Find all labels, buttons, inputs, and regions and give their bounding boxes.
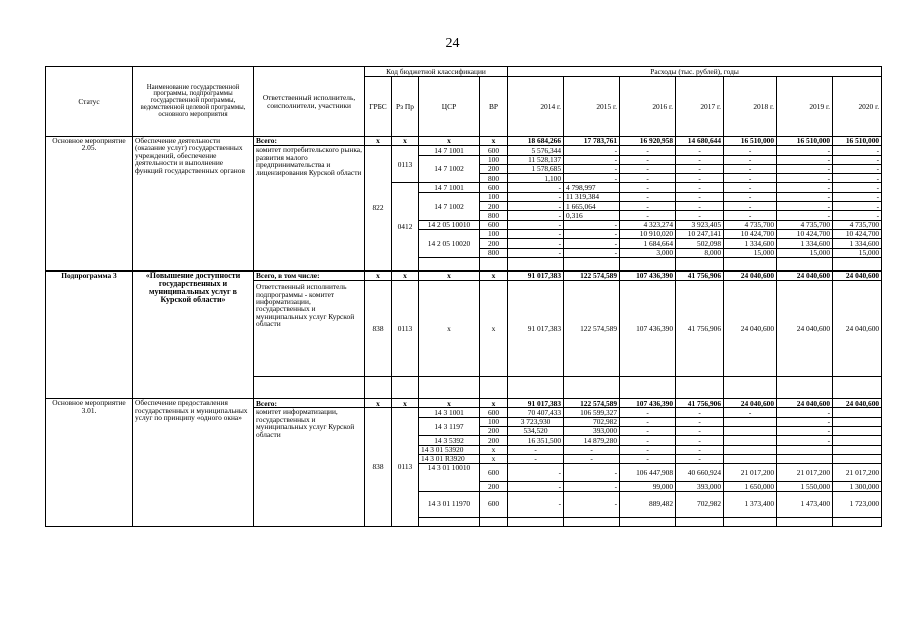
value-cell: - bbox=[564, 454, 620, 463]
value-cell: 21 017,200 bbox=[724, 464, 777, 482]
value-cell: 4 323,274 bbox=[620, 220, 676, 229]
header-rzpr: Рз Пр bbox=[392, 77, 419, 137]
vr-cell: x bbox=[480, 445, 508, 454]
vr-cell: 600 bbox=[480, 146, 508, 155]
value-cell: - bbox=[620, 417, 676, 426]
status-cell: Подпрограмма 3 bbox=[46, 271, 133, 399]
value-cell: - bbox=[508, 464, 564, 482]
value-cell: - bbox=[620, 427, 676, 436]
value-cell: - bbox=[676, 454, 724, 463]
total-value: 122 574,589 bbox=[564, 399, 620, 408]
value-cell: - bbox=[564, 482, 620, 491]
total-grbs: x bbox=[365, 399, 392, 408]
total-csr: x bbox=[419, 271, 480, 281]
value-cell: - bbox=[724, 202, 777, 211]
status-cell: Основное мероприятие 2.05. bbox=[46, 137, 133, 271]
value-cell: - bbox=[777, 436, 833, 445]
value-cell: 5 576,344 bbox=[508, 146, 564, 155]
csr-cell: 14 2 05 10010 bbox=[419, 220, 480, 229]
total-value: 24 040,600 bbox=[724, 271, 777, 281]
value-cell: 0,316 bbox=[564, 211, 620, 220]
value-cell: - bbox=[676, 211, 724, 220]
value-cell: - bbox=[777, 174, 833, 183]
value-cell: 107 436,390 bbox=[620, 281, 676, 377]
rzpr-cell: 0113 bbox=[392, 408, 419, 526]
header-vr: ВР bbox=[480, 77, 508, 137]
vr-cell: 800 bbox=[480, 174, 508, 183]
header-year: 2017 г. bbox=[676, 77, 724, 137]
value-cell: 15,000 bbox=[724, 248, 777, 257]
total-value: 16 920,958 bbox=[620, 137, 676, 146]
value-cell bbox=[724, 454, 777, 463]
total-value: 24 040,600 bbox=[777, 271, 833, 281]
header-csr: ЦСР bbox=[419, 77, 480, 137]
value-cell: 1,100 bbox=[508, 174, 564, 183]
value-cell: - bbox=[508, 239, 564, 248]
executor-cell: комитет потребительского рынка, развития малого предпринимательства и лицензирования Курской области bbox=[254, 146, 365, 271]
value-cell: 16 351,500 bbox=[508, 436, 564, 445]
value-cell: - bbox=[508, 491, 564, 517]
value-cell: - bbox=[564, 146, 620, 155]
vr-cell: 600 bbox=[480, 183, 508, 192]
rzpr-cell: 0113 bbox=[392, 281, 419, 377]
value-cell: - bbox=[777, 146, 833, 155]
value-cell: - bbox=[777, 202, 833, 211]
value-cell: - bbox=[676, 155, 724, 164]
value-cell: - bbox=[508, 192, 564, 201]
value-cell: 24 040,600 bbox=[724, 281, 777, 377]
value-cell: 122 574,589 bbox=[564, 281, 620, 377]
value-cell: 1 550,000 bbox=[777, 482, 833, 491]
value-cell: - bbox=[676, 183, 724, 192]
value-cell: 11 528,137 bbox=[508, 155, 564, 164]
value-cell: - bbox=[620, 146, 676, 155]
value-cell: - bbox=[777, 408, 833, 417]
value-cell: 24 040,600 bbox=[833, 281, 882, 377]
value-cell: 502,098 bbox=[676, 239, 724, 248]
value-cell: - bbox=[724, 155, 777, 164]
budget-table bbox=[45, 66, 882, 527]
value-cell: - bbox=[676, 445, 724, 454]
value-cell: - bbox=[508, 220, 564, 229]
value-cell: - bbox=[620, 174, 676, 183]
value-cell: 11 319,384 bbox=[564, 192, 620, 201]
value-cell: 15,000 bbox=[833, 248, 882, 257]
value-cell: - bbox=[564, 155, 620, 164]
value-cell: - bbox=[508, 211, 564, 220]
csr-cell: x bbox=[419, 281, 480, 377]
value-cell: 4 735,700 bbox=[833, 220, 882, 229]
value-cell: - bbox=[777, 183, 833, 192]
total-value: 91 017,383 bbox=[508, 271, 564, 281]
value-cell: - bbox=[620, 155, 676, 164]
value-cell: - bbox=[620, 436, 676, 445]
value-cell bbox=[724, 417, 777, 426]
value-cell: 1 334,600 bbox=[724, 239, 777, 248]
value-cell: - bbox=[564, 491, 620, 517]
csr-cell: 14 7 1001 bbox=[419, 183, 480, 192]
value-cell: 99,000 bbox=[620, 482, 676, 491]
value-cell: 4 735,700 bbox=[724, 220, 777, 229]
header-code-group: Код бюджетной классификации bbox=[365, 67, 508, 77]
value-cell: 3 723,930 bbox=[508, 417, 564, 426]
value-cell: - bbox=[508, 202, 564, 211]
value-cell: 1 300,000 bbox=[833, 482, 882, 491]
value-cell: - bbox=[724, 183, 777, 192]
value-cell: 70 407,433 bbox=[508, 408, 564, 417]
value-cell: 8,000 bbox=[676, 248, 724, 257]
vr-cell: 100 bbox=[480, 417, 508, 426]
value-cell: - bbox=[508, 445, 564, 454]
vr-cell: x bbox=[480, 281, 508, 377]
total-vr: x bbox=[480, 271, 508, 281]
value-cell: 889,482 bbox=[620, 491, 676, 517]
value-cell: - bbox=[508, 454, 564, 463]
executor-cell: комитет информатизации, государственных и муниципальных услуг Курской области bbox=[254, 408, 365, 526]
value-cell: 91 017,383 bbox=[508, 281, 564, 377]
vr-cell: 200 bbox=[480, 482, 508, 491]
csr-cell: 14 7 1001 bbox=[419, 146, 480, 155]
vr-cell: 100 bbox=[480, 192, 508, 201]
value-cell: 14 879,280 bbox=[564, 436, 620, 445]
total-value: 24 040,600 bbox=[833, 399, 882, 408]
total-rz: x bbox=[392, 137, 419, 146]
value-cell: - bbox=[833, 164, 882, 173]
total-value: 107 436,390 bbox=[620, 271, 676, 281]
rzpr-cell: 0412 bbox=[392, 183, 419, 271]
csr-cell: 14 3 1197 bbox=[419, 417, 480, 436]
value-cell: 21 017,200 bbox=[777, 464, 833, 482]
value-cell: - bbox=[508, 229, 564, 238]
value-cell: 1 473,400 bbox=[777, 491, 833, 517]
value-cell: - bbox=[564, 464, 620, 482]
value-cell: 24 040,600 bbox=[777, 281, 833, 377]
value-cell bbox=[777, 445, 833, 454]
vr-cell: 200 bbox=[480, 427, 508, 436]
value-cell: - bbox=[620, 408, 676, 417]
value-cell: 3 923,405 bbox=[676, 220, 724, 229]
vr-cell: 200 bbox=[480, 164, 508, 173]
value-cell: - bbox=[564, 248, 620, 257]
value-cell: - bbox=[777, 427, 833, 436]
value-cell: - bbox=[777, 164, 833, 173]
total-vr: x bbox=[480, 137, 508, 146]
value-cell bbox=[724, 427, 777, 436]
value-cell: - bbox=[676, 192, 724, 201]
total-value: 24 040,600 bbox=[833, 271, 882, 281]
value-cell: - bbox=[620, 454, 676, 463]
total-value: 122 574,589 bbox=[564, 271, 620, 281]
value-cell: - bbox=[724, 192, 777, 201]
value-cell: - bbox=[620, 164, 676, 173]
value-cell: 1 578,685 bbox=[508, 164, 564, 173]
vr-cell: 600 bbox=[480, 408, 508, 417]
value-cell: - bbox=[620, 211, 676, 220]
header-executor: Ответственный исполнитель, соисполнители, участники bbox=[254, 67, 365, 137]
header-name: Наименование государственной программы, подпрограммы государственной программы, ведомственной целевой программы, основного мероприятия bbox=[133, 67, 254, 137]
value-cell: - bbox=[620, 183, 676, 192]
csr-cell: 14 2 05 10020 bbox=[419, 229, 480, 257]
value-cell: - bbox=[833, 174, 882, 183]
table-row bbox=[46, 271, 882, 281]
name-cell: Обеспечение деятельности (оказание услуг) государственных учреждений, обеспечение деятельности и выполнение функций государственных органов bbox=[133, 137, 254, 271]
total-value: 91 017,383 bbox=[508, 399, 564, 408]
total-label: Всего: bbox=[254, 137, 365, 146]
value-cell: - bbox=[833, 155, 882, 164]
total-value: 18 684,266 bbox=[508, 137, 564, 146]
value-cell: - bbox=[833, 211, 882, 220]
vr-cell: 200 bbox=[480, 239, 508, 248]
value-cell: - bbox=[676, 417, 724, 426]
total-grbs: x bbox=[365, 271, 392, 281]
value-cell: - bbox=[620, 445, 676, 454]
vr-cell: 200 bbox=[480, 436, 508, 445]
total-value: 24 040,600 bbox=[724, 399, 777, 408]
csr-cell: 14 7 1002 bbox=[419, 192, 480, 220]
grbs-cell: 838 bbox=[365, 408, 392, 526]
total-vr: x bbox=[480, 399, 508, 408]
value-cell: - bbox=[564, 239, 620, 248]
header-year: 2016 г. bbox=[620, 77, 676, 137]
csr-cell: 14 3 01 11970 bbox=[419, 491, 480, 517]
value-cell bbox=[724, 436, 777, 445]
vr-cell: 600 bbox=[480, 491, 508, 517]
value-cell: - bbox=[833, 202, 882, 211]
table-row bbox=[46, 137, 882, 146]
value-cell: - bbox=[724, 211, 777, 220]
csr-cell: 14 3 5392 bbox=[419, 436, 480, 445]
vr-cell: x bbox=[480, 454, 508, 463]
value-cell: - bbox=[564, 164, 620, 173]
value-cell bbox=[833, 427, 882, 436]
value-cell: 702,982 bbox=[564, 417, 620, 426]
header-expenses-group: Расходы (тыс. рублей), годы bbox=[508, 67, 882, 77]
total-rz: x bbox=[392, 271, 419, 281]
value-cell bbox=[833, 408, 882, 417]
value-cell: - bbox=[724, 164, 777, 173]
value-cell: - bbox=[676, 174, 724, 183]
value-cell: - bbox=[777, 155, 833, 164]
csr-cell: 14 3 1001 bbox=[419, 408, 480, 417]
name-cell: Обеспечение предоставления государственных и муниципальных услуг по принципу «одного окна» bbox=[133, 399, 254, 527]
value-cell: 10 910,020 bbox=[620, 229, 676, 238]
value-cell bbox=[833, 445, 882, 454]
value-cell: 1 723,000 bbox=[833, 491, 882, 517]
total-value: 16 510,000 bbox=[833, 137, 882, 146]
value-cell: - bbox=[620, 202, 676, 211]
total-value: 16 510,000 bbox=[724, 137, 777, 146]
value-cell: - bbox=[833, 192, 882, 201]
value-cell: - bbox=[620, 192, 676, 201]
vr-cell: 800 bbox=[480, 248, 508, 257]
value-cell: 1 650,000 bbox=[724, 482, 777, 491]
rzpr-cell: 0113 bbox=[392, 146, 419, 183]
value-cell: 3,000 bbox=[620, 248, 676, 257]
total-value: 17 783,761 bbox=[564, 137, 620, 146]
value-cell: - bbox=[564, 220, 620, 229]
name-cell: «Повышение доступности государственных и муниципальных услуг в Курской области» bbox=[133, 271, 254, 399]
value-cell: 40 660,924 bbox=[676, 464, 724, 482]
value-cell: - bbox=[564, 445, 620, 454]
vr-cell: 600 bbox=[480, 220, 508, 229]
value-cell: 41 756,906 bbox=[676, 281, 724, 377]
total-rz: x bbox=[392, 399, 419, 408]
total-value: 41 756,906 bbox=[676, 271, 724, 281]
total-value: 16 510,000 bbox=[777, 137, 833, 146]
value-cell: - bbox=[676, 427, 724, 436]
value-cell: - bbox=[676, 408, 724, 417]
total-label: Всего: bbox=[254, 399, 365, 408]
status-cell: Основное мероприятие 3.01. bbox=[46, 399, 133, 527]
header-year: 2015 г. bbox=[564, 77, 620, 137]
table-row bbox=[46, 399, 882, 408]
value-cell bbox=[724, 445, 777, 454]
value-cell: - bbox=[833, 183, 882, 192]
value-cell bbox=[833, 436, 882, 445]
value-cell: - bbox=[676, 436, 724, 445]
value-cell: 10 247,141 bbox=[676, 229, 724, 238]
vr-cell: 200 bbox=[480, 202, 508, 211]
total-value: 107 436,390 bbox=[620, 399, 676, 408]
value-cell: - bbox=[777, 211, 833, 220]
value-cell: - bbox=[777, 192, 833, 201]
value-cell: - bbox=[676, 146, 724, 155]
value-cell: 15,000 bbox=[777, 248, 833, 257]
grbs-cell: 838 bbox=[365, 281, 392, 377]
total-value: 41 756,906 bbox=[676, 399, 724, 408]
header-year: 2020 г. bbox=[833, 77, 882, 137]
value-cell: - bbox=[564, 174, 620, 183]
total-csr: x bbox=[419, 399, 480, 408]
value-cell: 106 599,327 bbox=[564, 408, 620, 417]
value-cell bbox=[833, 454, 882, 463]
header-year: 2014 г. bbox=[508, 77, 564, 137]
value-cell: 393,000 bbox=[564, 427, 620, 436]
total-value: 24 040,600 bbox=[777, 399, 833, 408]
header-year: 2018 г. bbox=[724, 77, 777, 137]
value-cell: 10 424,700 bbox=[833, 229, 882, 238]
value-cell: - bbox=[724, 146, 777, 155]
value-cell: 1 373,400 bbox=[724, 491, 777, 517]
total-grbs: x bbox=[365, 137, 392, 146]
value-cell: - bbox=[508, 248, 564, 257]
page-number: 24 bbox=[445, 36, 460, 51]
value-cell bbox=[833, 417, 882, 426]
value-cell: 4 735,700 bbox=[777, 220, 833, 229]
value-cell: - bbox=[564, 229, 620, 238]
value-cell: 1 684,664 bbox=[620, 239, 676, 248]
value-cell bbox=[777, 454, 833, 463]
total-value: 14 680,644 bbox=[676, 137, 724, 146]
value-cell: 1 334,600 bbox=[777, 239, 833, 248]
value-cell: - bbox=[508, 482, 564, 491]
value-cell: - bbox=[724, 408, 777, 417]
header-year: 2019 г. bbox=[777, 77, 833, 137]
value-cell: 1 665,064 bbox=[564, 202, 620, 211]
total-label: Всего, в том числе: bbox=[254, 271, 365, 281]
value-cell: - bbox=[676, 202, 724, 211]
value-cell: 106 447,908 bbox=[620, 464, 676, 482]
value-cell: 10 424,700 bbox=[724, 229, 777, 238]
vr-cell: 100 bbox=[480, 155, 508, 164]
vr-cell: 800 bbox=[480, 211, 508, 220]
value-cell: - bbox=[508, 183, 564, 192]
executor-cell: Ответственный исполнитель подпрограммы - комитет информатизации, государственных и муниципальных услуг Курской области bbox=[254, 281, 365, 377]
value-cell: - bbox=[676, 164, 724, 173]
header-status: Статус bbox=[46, 67, 133, 137]
value-cell: 702,982 bbox=[676, 491, 724, 517]
csr-cell: 14 3 01 10010 bbox=[419, 464, 480, 491]
value-cell: 4 798,997 bbox=[564, 183, 620, 192]
vr-cell: 600 bbox=[480, 464, 508, 482]
value-cell: - bbox=[833, 146, 882, 155]
value-cell: 21 017,200 bbox=[833, 464, 882, 482]
value-cell: 534,520 bbox=[508, 427, 564, 436]
header-grbs: ГРБС bbox=[365, 77, 392, 137]
value-cell: - bbox=[724, 174, 777, 183]
value-cell: 393,000 bbox=[676, 482, 724, 491]
csr-cell: 14 7 1002 bbox=[419, 155, 480, 183]
grbs-cell: 822 bbox=[365, 146, 392, 271]
value-cell: 10 424,700 bbox=[777, 229, 833, 238]
total-csr: x bbox=[419, 137, 480, 146]
csr-cell: 14 3 01 53920 bbox=[419, 445, 480, 454]
vr-cell: 100 bbox=[480, 229, 508, 238]
csr-cell: 14 3 01 R3920 bbox=[419, 454, 480, 463]
value-cell: 1 334,600 bbox=[833, 239, 882, 248]
value-cell: - bbox=[777, 417, 833, 426]
